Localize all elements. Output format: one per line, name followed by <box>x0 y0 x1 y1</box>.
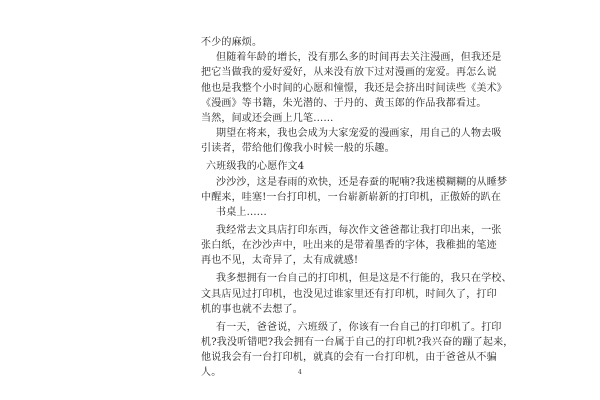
text-line: 引读者，带给他们像我小时候一般的乐趣。 <box>201 143 395 155</box>
text-line: 我经常去文具店打印东西，每次作文爸爸都让我打印出来，一张 <box>216 225 502 236</box>
text-line: 机的事也就不去想了。 <box>201 303 303 315</box>
text-line: 他也是我整个小时间的心愿和憧憬，我还是会挤出时间读些《美术》 <box>201 82 507 94</box>
text-line: 书桌上...... <box>216 207 267 218</box>
text-line: 不少的麻烦。 <box>201 37 263 48</box>
text-line: 机?我没听错吧?我会拥有一台属于自己的打印机?我兴奋的蹦了起来， <box>201 337 514 348</box>
text-line: 当然，间或还会画上几笔…… <box>201 113 334 124</box>
text-line: 人。 <box>201 367 222 379</box>
text-line: 中醒来，哇塞!一台打印机，一台崭新崭新的打印机，正傲娇的趴在 <box>201 191 502 203</box>
text-line: 文具店见过打印机，也没见过谁家里还有打印机，时间久了，打印 <box>201 288 497 300</box>
page-number: 4 <box>298 369 302 376</box>
text-line: 《漫画》等书籍，朱光潜的、于丹的、黄玉郎的作品我都看过。 <box>201 97 487 109</box>
section-title: 六班级我的心愿作文4 <box>206 161 305 173</box>
text-line: 张白纸，在沙沙声中，吐出来的是带着墨香的字体，我稚拙的笔迹 <box>201 240 497 252</box>
text-line: 再也不见，太奇异了，太有成就感! <box>201 255 359 267</box>
text-line: 我多想拥有一台自己的打印机，但是这是不行能的，我只在学校、 <box>216 273 512 285</box>
text-line: 有一天，爸爸说，六班级了，你该有一台自己的打印机了。打印 <box>216 321 502 333</box>
text-line: 他说我会有一台打印机，就真的会有一台打印机，由于爸爸从不骗 <box>201 352 497 364</box>
text-line: 沙沙沙，这是春雨的欢快，还是春蚕的呢喃?我迷模糊糊的从睡梦 <box>216 176 508 188</box>
text-line: 把它当做我的爱好爱好，从来没有放下过对漫画的宠爱。再怎么说 <box>201 67 497 79</box>
text-line: 期望在将来，我也会成为大家宠爱的漫画家，用自己的人物去吸 <box>216 128 502 140</box>
text-line: 但随着年龄的增长，没有那么多的时间再去关注漫画，但我还是 <box>216 52 502 64</box>
